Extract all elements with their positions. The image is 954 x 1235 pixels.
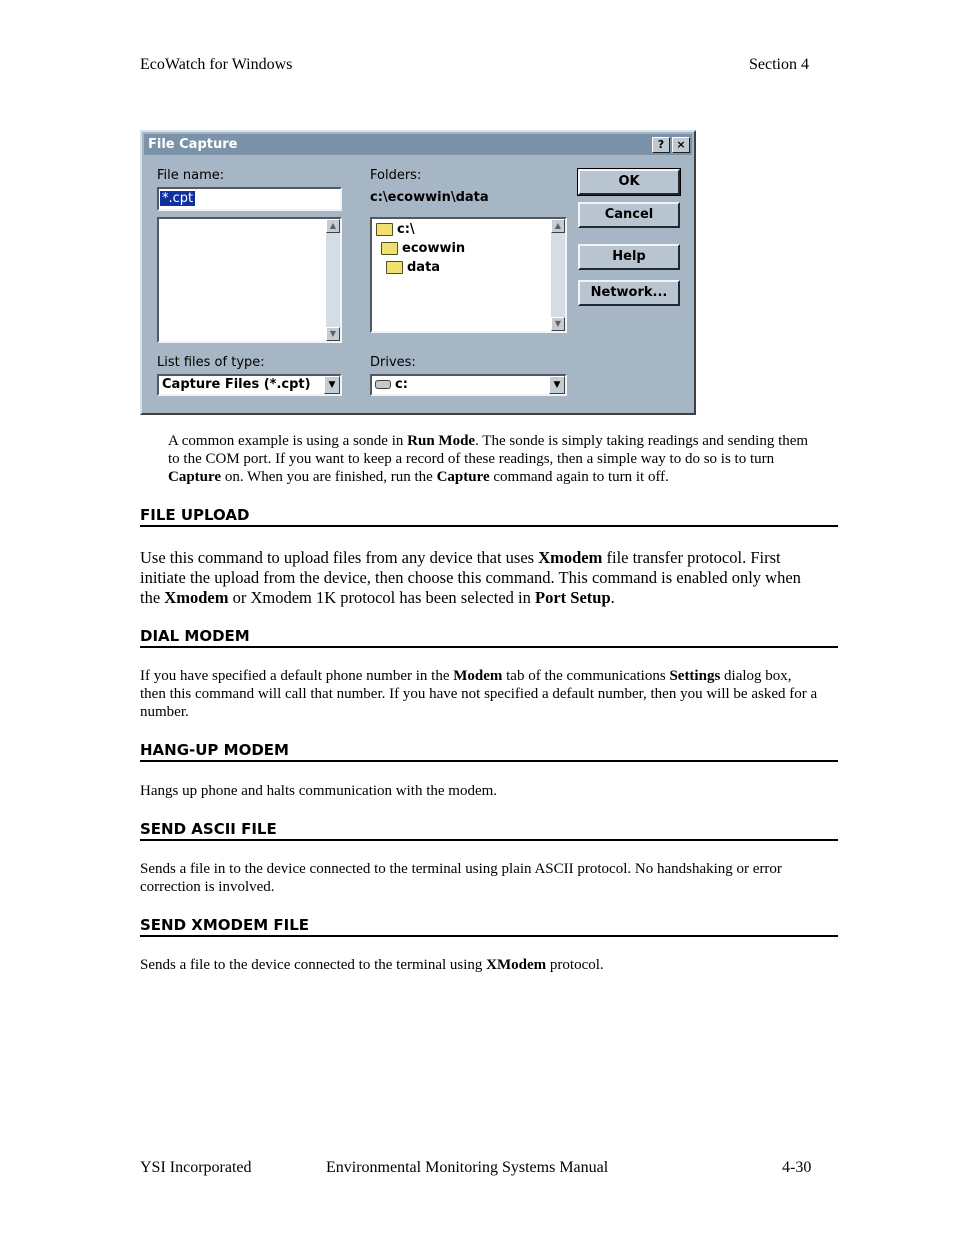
- file-name-value: *.cpt: [162, 191, 194, 206]
- capture-note: A common example is using a sonde in Run Mode. The sonde is simply taking readings and sending them to the COM port. If you want to keep a record of these readings, then a simple way to do so is to turn Capture on. When you are finished, run the Capture command again to turn it off.: [168, 433, 809, 485]
- file-capture-dialog: [140, 130, 696, 415]
- folder-tree[interactable]: [370, 217, 567, 333]
- send-xmodem-file-heading: SEND XMODEM FILE: [140, 916, 838, 937]
- help-button[interactable]: Help: [578, 244, 680, 270]
- running-header-section: Section 4: [749, 56, 809, 73]
- folder-item-data[interactable]: data: [386, 260, 440, 276]
- send-ascii-file-heading: SEND ASCII FILE: [140, 820, 838, 841]
- folders-label: Folders:: [370, 168, 422, 183]
- page-number: 4-30: [782, 1159, 812, 1176]
- folder-tree-scrollbar[interactable]: [551, 219, 565, 331]
- file-upload-heading: FILE UPLOAD: [140, 506, 838, 527]
- file-list[interactable]: [157, 217, 342, 343]
- chevron-down-icon[interactable]: ▼: [324, 376, 340, 394]
- drive-icon: [375, 380, 391, 389]
- footer-manual-title: Environmental Monitoring Systems Manual: [326, 1159, 609, 1176]
- send-xmodem-file-text: Sends a file to the device connected to the terminal using XModem protocol.: [140, 957, 604, 973]
- file-name-label: File name:: [157, 168, 225, 183]
- scroll-down-icon[interactable]: ▼: [326, 327, 340, 341]
- list-type-select[interactable]: Capture Files (*.cpt) ▼: [157, 374, 342, 396]
- list-type-label: List files of type:: [157, 355, 265, 370]
- folder-open-icon: [386, 261, 403, 274]
- folder-item-root[interactable]: c:\: [376, 222, 415, 238]
- help-icon[interactable]: ?: [652, 137, 670, 153]
- scroll-down-icon[interactable]: ▼: [551, 317, 565, 331]
- folders-path: c:\ecowwin\data: [370, 190, 489, 205]
- drives-label: Drives:: [370, 355, 416, 370]
- drives-select[interactable]: c: ▼: [370, 374, 567, 396]
- file-name-input[interactable]: [157, 187, 342, 211]
- running-header-title: EcoWatch for Windows: [140, 56, 293, 73]
- folder-open-icon: [376, 223, 393, 236]
- hang-up-modem-text: Hangs up phone and halts communication with the modem.: [140, 783, 498, 799]
- file-list-scrollbar[interactable]: [326, 219, 340, 341]
- chevron-down-icon[interactable]: ▼: [549, 376, 565, 394]
- ok-button[interactable]: OK: [578, 169, 680, 195]
- send-ascii-file-text: Sends a file in to the device connected to the terminal using plain ASCII protocol. No handshaking or error correction is involved.: [140, 861, 782, 895]
- network-button[interactable]: Network...: [578, 280, 680, 306]
- dialog-title: File Capture: [148, 137, 238, 152]
- dialog-titlebar: [144, 134, 692, 155]
- close-icon[interactable]: ×: [672, 137, 690, 153]
- dial-modem-heading: DIAL MODEM: [140, 627, 838, 648]
- scroll-up-icon[interactable]: ▲: [326, 219, 340, 233]
- folder-item-ecowwin[interactable]: ecowwin: [381, 241, 465, 257]
- folder-open-icon: [381, 242, 398, 255]
- scroll-up-icon[interactable]: ▲: [551, 219, 565, 233]
- cancel-button[interactable]: Cancel: [578, 202, 680, 228]
- file-upload-text: Use this command to upload files from any device that uses Xmodem file transfer protocol. First initiate the upload from the device, then choose this command. This command is enabled only when the Xmodem or Xmodem 1K protocol has been selected in Port Setup.: [140, 548, 801, 607]
- hang-up-modem-heading: HANG-UP MODEM: [140, 741, 838, 762]
- dial-modem-text: If you have specified a default phone number in the Modem tab of the communications Settings dialog box, then this command will call that number. If you have not specified a default number, then you will be asked for a number.: [140, 668, 818, 720]
- footer-company: YSI Incorporated: [140, 1159, 252, 1176]
